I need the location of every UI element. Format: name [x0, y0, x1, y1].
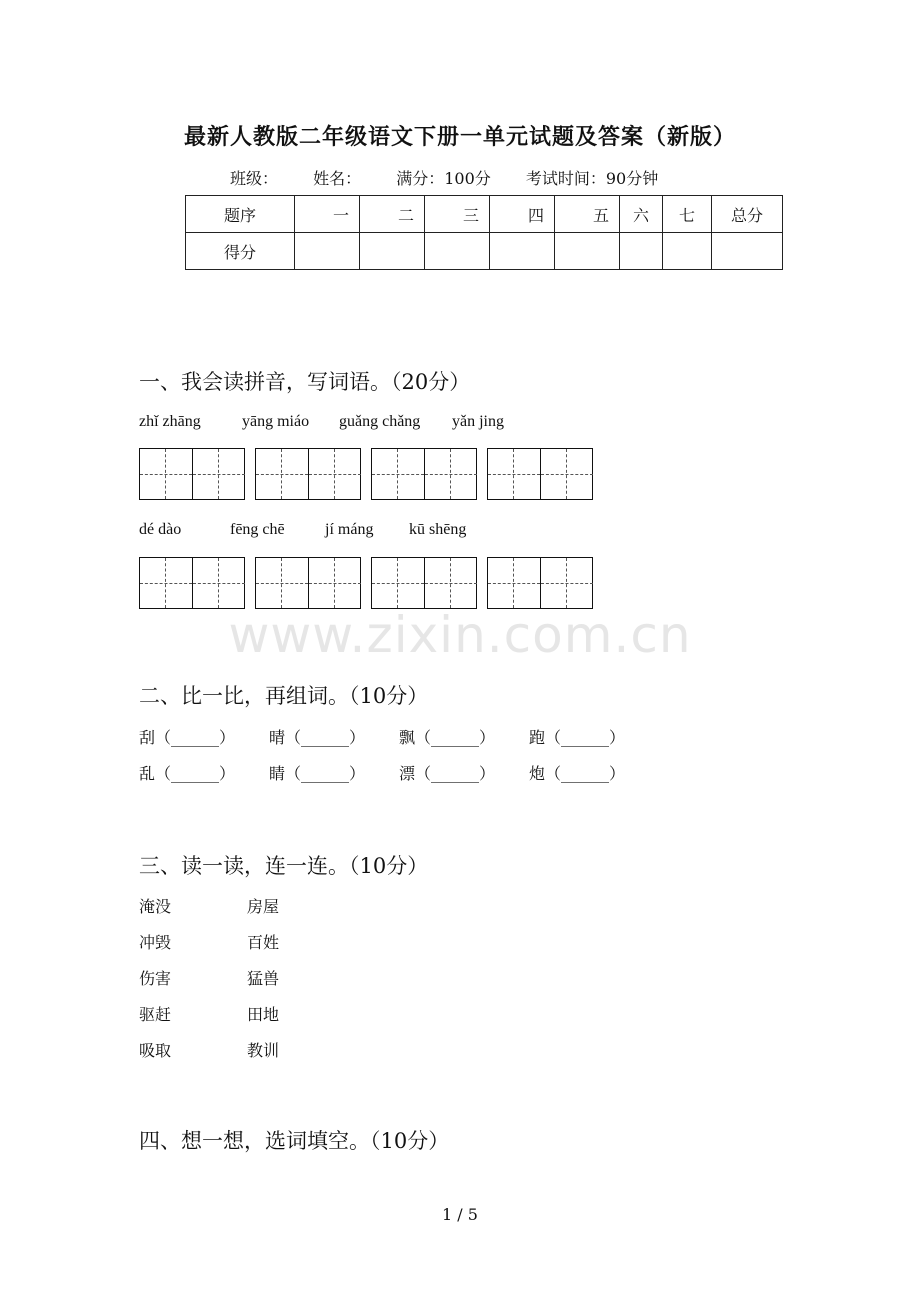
pinyin-item: yāng miáo [242, 413, 310, 430]
compare-item[interactable]: 乱（______） [139, 764, 236, 783]
section3-heading: 三、读一读，连一连。（10分） [139, 854, 429, 878]
writing-cell[interactable] [140, 558, 192, 608]
writing-cell[interactable] [140, 449, 192, 499]
match-right-item[interactable]: 教训 [247, 1041, 280, 1060]
compare-item[interactable]: 睛（______） [269, 764, 366, 783]
score-cell[interactable] [555, 233, 620, 270]
pinyin-item: yǎn jing [452, 413, 504, 430]
writing-cell[interactable] [192, 449, 245, 499]
class-label: 班级： [230, 169, 279, 188]
page-number: 1 / 5 [442, 1205, 478, 1224]
pinyin-item: jí máng [325, 521, 374, 538]
score-cell[interactable] [712, 233, 783, 270]
compare-item[interactable]: 刮（______） [139, 728, 236, 747]
match-right-item[interactable]: 百姓 [247, 933, 280, 952]
header-cell: 三 [425, 196, 490, 233]
writing-cell[interactable] [308, 558, 361, 608]
writing-cell[interactable] [424, 558, 477, 608]
pinyin-item: kū shēng [409, 521, 467, 538]
header-cell: 二 [360, 196, 425, 233]
section4-heading: 四、想一想，选词填空。（10分） [139, 1129, 450, 1153]
score-cell[interactable] [620, 233, 663, 270]
exam-time: 考试时间：90分钟 [525, 169, 659, 188]
match-left-item[interactable]: 驱赶 [139, 1005, 172, 1024]
score-cell[interactable] [360, 233, 425, 270]
header-cell: 一 [295, 196, 360, 233]
header-cell: 总分 [712, 196, 783, 233]
watermark: www.zixin.com.cn [228, 606, 692, 664]
writing-cell[interactable] [372, 449, 424, 499]
header-cell: 题序 [186, 196, 295, 233]
writing-cell[interactable] [372, 558, 424, 608]
writing-box[interactable] [139, 557, 245, 609]
writing-box[interactable] [255, 448, 361, 500]
header-cell: 四 [490, 196, 555, 233]
full-score: 满分：100分 [396, 169, 491, 188]
writing-cell[interactable] [256, 558, 308, 608]
score-table [185, 195, 783, 270]
header-cell: 七 [663, 196, 712, 233]
match-left-item[interactable]: 淹没 [139, 897, 172, 916]
score-cell[interactable] [663, 233, 712, 270]
pinyin-row-1 [139, 413, 639, 433]
match-left-item[interactable]: 伤害 [139, 969, 172, 988]
writing-box[interactable] [371, 557, 477, 609]
pinyin-item: fēng chē [230, 521, 285, 538]
score-cell[interactable] [295, 233, 360, 270]
name-label: 姓名： [313, 169, 362, 188]
writing-cell[interactable] [540, 558, 593, 608]
score-cell[interactable] [425, 233, 490, 270]
writing-cell[interactable] [424, 449, 477, 499]
header-cell: 五 [555, 196, 620, 233]
writing-cell[interactable] [256, 449, 308, 499]
compare-item[interactable]: 跑（______） [529, 728, 626, 747]
row-label: 得分 [186, 233, 295, 270]
match-right-item[interactable]: 房屋 [247, 897, 280, 916]
match-right-item[interactable]: 田地 [247, 1005, 280, 1024]
writing-cell[interactable] [308, 449, 361, 499]
writing-cell[interactable] [192, 558, 245, 608]
section2-heading: 二、比一比，再组词。（10分） [139, 684, 429, 708]
match-right-item[interactable]: 猛兽 [247, 969, 280, 988]
compare-row-2 [139, 761, 659, 783]
match-left-item[interactable]: 吸取 [139, 1041, 172, 1060]
writing-cell[interactable] [540, 449, 593, 499]
compare-item[interactable]: 炮（______） [529, 764, 626, 783]
writing-box[interactable] [255, 557, 361, 609]
writing-box[interactable] [371, 448, 477, 500]
header-cell: 六 [620, 196, 663, 233]
pinyin-item: zhǐ zhāng [139, 413, 201, 430]
writing-box[interactable] [139, 448, 245, 500]
writing-cell[interactable] [488, 558, 540, 608]
compare-item[interactable]: 晴（______） [269, 728, 366, 747]
compare-item[interactable]: 飘（______） [399, 728, 496, 747]
score-table-header [186, 196, 783, 233]
writing-box[interactable] [487, 448, 593, 500]
score-table-row [186, 233, 783, 270]
exam-info [230, 166, 688, 189]
pinyin-item: dé dào [139, 521, 182, 538]
match-left-item[interactable]: 冲毁 [139, 933, 172, 952]
section1-heading: 一、我会读拼音，写词语。（20分） [139, 370, 471, 394]
writing-box[interactable] [487, 557, 593, 609]
score-cell[interactable] [490, 233, 555, 270]
compare-item[interactable]: 漂（______） [399, 764, 496, 783]
pinyin-row-2 [139, 521, 639, 541]
writing-cell[interactable] [488, 449, 540, 499]
compare-row-1 [139, 725, 659, 747]
page-title: 最新人教版二年级语文下册一单元试题及答案（新版） [183, 124, 736, 150]
pinyin-item: guǎng chǎng [339, 413, 421, 430]
